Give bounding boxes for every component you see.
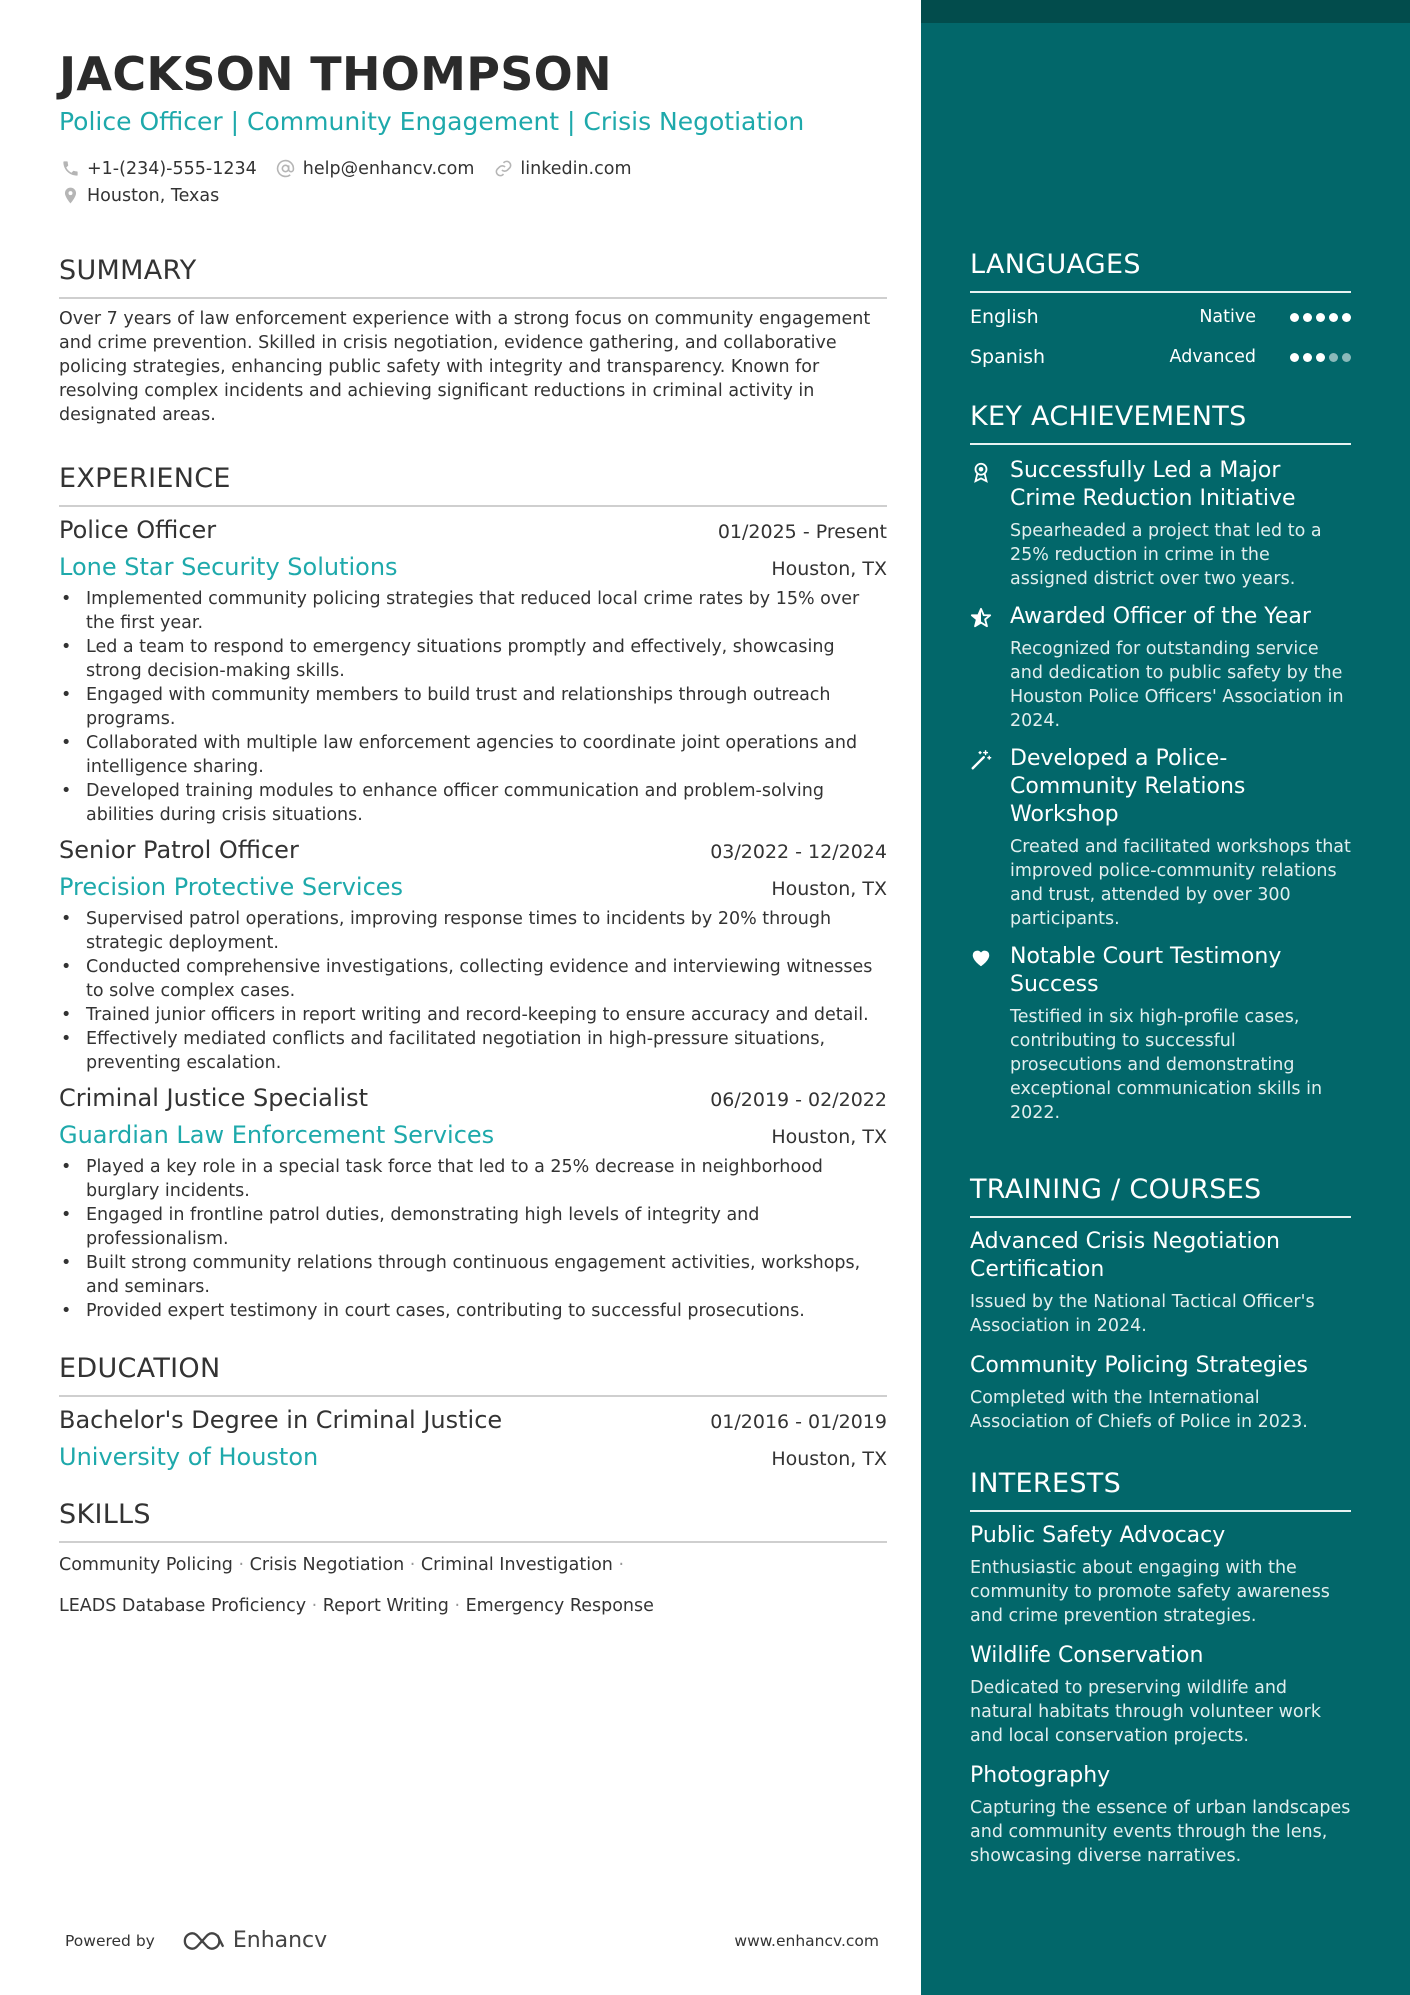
- rating-dot: [1290, 353, 1299, 362]
- rating-dot: [1329, 353, 1338, 362]
- job-dates: 03/2022 - 12/2024: [710, 841, 887, 863]
- location-pin-icon: [59, 185, 81, 207]
- location-text: Houston, Texas: [87, 185, 220, 206]
- proficiency-dots: [1290, 353, 1351, 362]
- section-title: EXPERIENCE: [59, 463, 231, 494]
- skills-line: Community Policing · Crisis Negotiation · Criminal Investigation ·: [59, 1555, 625, 1575]
- achievements-section: [970, 399, 1351, 1125]
- school-name: University of Houston: [59, 1443, 319, 1471]
- degree-title: Bachelor's Degree in Criminal Justice: [59, 1406, 503, 1434]
- achievement-title: Notable Court Testimony Success: [1010, 944, 1282, 997]
- bullet-item: • Implemented community policing strategies that reduced local crime rates by 15% over the first year.: [59, 587, 887, 635]
- enhancv-logo-icon: [181, 1929, 227, 1953]
- bullet-item: • Trained junior officers in report writing and record-keeping to ensure accuracy and detail.: [59, 1003, 887, 1027]
- linkedin-text: linkedin.com: [520, 158, 632, 179]
- job-title: Police Officer: [59, 516, 217, 544]
- section-title: KEY ACHIEVEMENTS: [970, 401, 1247, 432]
- achievement-title: Developed a Police-Community Relations Workshop: [1010, 746, 1246, 827]
- award-ribbon-icon: [970, 457, 994, 591]
- language-level: Advanced: [1169, 347, 1256, 367]
- phone-contact[interactable]: [59, 158, 257, 180]
- rating-dot: [1342, 313, 1351, 322]
- job-bullets: [59, 1155, 887, 1323]
- summary-section: [59, 253, 887, 427]
- heart-icon: [970, 943, 994, 1125]
- star-icon: [970, 603, 994, 733]
- job-location: Houston, TX: [771, 878, 887, 900]
- bullet-item: • Collaborated with multiple law enforcement agencies to coordinate joint operations and intelligence sharing.: [59, 731, 887, 779]
- location-contact: [59, 185, 219, 207]
- section-divider: [970, 1510, 1351, 1512]
- section-title: SKILLS: [59, 1499, 151, 1530]
- education-section: [59, 1351, 887, 1473]
- rating-dot: [1316, 313, 1325, 322]
- bullet-item: • Led a team to respond to emergency situations promptly and effectively, showcasing strong decision-making skills.: [59, 635, 887, 683]
- achievement-item: [970, 603, 1351, 733]
- bullet-item: • Provided expert testimony in court cases, contributing to successful prosecutions.: [59, 1299, 887, 1323]
- job-dates: 01/2025 - Present: [717, 521, 887, 543]
- section-title: TRAINING / COURSES: [970, 1174, 1262, 1205]
- course-description: Completed with the International Association of Chiefs of Police in 2023.: [970, 1388, 1308, 1432]
- section-divider: [59, 505, 887, 507]
- interest-title: Photography: [970, 1763, 1111, 1788]
- section-divider: [59, 1395, 887, 1397]
- bullet-item: • Engaged in frontline patrol duties, demonstrating high levels of integrity and professionalism.: [59, 1203, 887, 1251]
- summary-text: Over 7 years of law enforcement experience with a strong focus on community engagement and crime prevention. Skilled in crisis negotiation, evidence gathering, and collaborative policing strategies, enhancing public safety with integrity and transparency. Known for resolving complex incidents and achieving significant reductions in criminal activity in designated areas.: [59, 309, 871, 425]
- contact-info: [59, 155, 887, 209]
- rating-dot: [1342, 353, 1351, 362]
- experience-section: [59, 461, 887, 1323]
- job-entry: [59, 1081, 887, 1323]
- phone-text: +1-(234)-555-1234: [87, 158, 257, 179]
- achievement-description: Recognized for outstanding service and dedication to public safety by the Houston Police Officers' Association in 2024.: [1010, 639, 1344, 731]
- interests-section: [970, 1466, 1351, 1868]
- bullet-item: • Built strong community relations through continuous engagement activities, workshops, and seminars.: [59, 1251, 887, 1299]
- proficiency-dots: [1290, 313, 1351, 322]
- sidebar: [921, 0, 1410, 1995]
- skill-tag: Criminal Investigation: [420, 1555, 613, 1575]
- rating-dot: [1303, 353, 1312, 362]
- company-name: Lone Star Security Solutions: [59, 553, 398, 581]
- section-divider: [970, 291, 1351, 293]
- at-sign-icon: [275, 158, 297, 180]
- bullet-item: • Effectively mediated conflicts and facilitated negotiation in high-pressure situations, preventing escalation.: [59, 1027, 887, 1075]
- skill-tag: Emergency Response: [465, 1596, 654, 1616]
- bullet-item: • Developed training modules to enhance officer communication and problem-solving abilities during crisis situations.: [59, 779, 887, 827]
- skills-section: [59, 1497, 887, 1618]
- skill-tag: Crisis Negotiation: [249, 1555, 405, 1575]
- phone-icon: [59, 158, 81, 180]
- skill-tag: Community Policing: [59, 1555, 233, 1575]
- language-level: Native: [1199, 307, 1256, 327]
- email-contact[interactable]: [275, 158, 475, 180]
- company-name: Guardian Law Enforcement Services: [59, 1121, 495, 1149]
- interest-title: Public Safety Advocacy: [970, 1523, 1226, 1548]
- achievement-description: Created and facilitated workshops that improved police-community relations and trust, attended by over 300 participants.: [1010, 837, 1351, 929]
- achievement-item: [970, 457, 1351, 591]
- section-divider: [59, 1541, 887, 1543]
- footer: [65, 1928, 879, 1953]
- achievement-title: Awarded Officer of the Year: [1010, 604, 1311, 629]
- email-text: help@enhancv.com: [302, 158, 475, 179]
- linkedin-contact[interactable]: [492, 158, 631, 180]
- school-location: Houston, TX: [771, 1448, 887, 1470]
- language-item: [970, 297, 1351, 337]
- section-title: EDUCATION: [59, 1353, 221, 1384]
- rating-dot: [1290, 313, 1299, 322]
- skills-line: LEADS Database Proficiency · Report Writing · Emergency Response: [59, 1596, 654, 1616]
- sidebar-top-band: [921, 0, 1410, 23]
- section-title: SUMMARY: [59, 255, 197, 286]
- section-title: INTERESTS: [970, 1468, 1122, 1499]
- rating-dot: [1316, 353, 1325, 362]
- interest-title: Wildlife Conservation: [970, 1643, 1204, 1668]
- job-title: Senior Patrol Officer: [59, 836, 299, 864]
- link-icon: [492, 158, 514, 180]
- course-description: Issued by the National Tactical Officer's Association in 2024.: [970, 1292, 1315, 1336]
- powered-by: [65, 1928, 327, 1953]
- bullet-item: • Engaged with community members to build trust and relationships through outreach programs.: [59, 683, 887, 731]
- section-divider: [970, 1216, 1351, 1218]
- course-title: Community Policing Strategies: [970, 1353, 1308, 1378]
- achievement-item: [970, 943, 1351, 1125]
- job-bullets: [59, 907, 887, 1075]
- section-divider: [970, 443, 1351, 445]
- education-dates: 01/2016 - 01/2019: [710, 1411, 887, 1433]
- achievement-description: Spearheaded a project that led to a 25% reduction in crime in the assigned district over two years.: [1010, 521, 1322, 589]
- website-link[interactable]: www.enhancv.com: [734, 1931, 879, 1950]
- brand-logo[interactable]: [181, 1928, 327, 1953]
- magic-wand-icon: [970, 745, 994, 931]
- job-location: Houston, TX: [771, 1126, 887, 1148]
- skill-tag: Report Writing: [322, 1596, 449, 1616]
- brand-name: Enhancv: [232, 1928, 328, 1953]
- training-section: [970, 1172, 1351, 1434]
- rating-dot: [1303, 313, 1312, 322]
- section-title: LANGUAGES: [970, 249, 1141, 280]
- language-name: Spanish: [970, 346, 1046, 368]
- rating-dot: [1329, 313, 1338, 322]
- languages-section: [970, 247, 1351, 377]
- interest-description: Capturing the essence of urban landscapes and community events through the lens, showcasing diverse narratives.: [970, 1798, 1351, 1866]
- achievement-item: [970, 745, 1351, 931]
- job-location: Houston, TX: [771, 558, 887, 580]
- job-dates: 06/2019 - 02/2022: [710, 1089, 887, 1111]
- powered-by-label: Powered by: [65, 1931, 155, 1950]
- course-title: Advanced Crisis Negotiation Certification: [970, 1229, 1280, 1282]
- language-name: English: [970, 306, 1039, 328]
- job-entry: [59, 833, 887, 1075]
- section-divider: [59, 297, 887, 299]
- job-entry: [59, 513, 887, 827]
- education-entry: [59, 1403, 887, 1473]
- bullet-item: • Played a key role in a special task force that led to a 25% decrease in neighborhood burglary incidents.: [59, 1155, 887, 1203]
- language-item: [970, 337, 1351, 377]
- candidate-name: JACKSON THOMPSON: [59, 47, 612, 101]
- job-bullets: [59, 587, 887, 827]
- skill-tag: LEADS Database Proficiency: [59, 1596, 307, 1616]
- interest-description: Enthusiastic about engaging with the community to promote safety awareness and crime prevention strategies.: [970, 1558, 1330, 1626]
- bullet-item: • Supervised patrol operations, improving response times to incidents by 20% through strategic deployment.: [59, 907, 887, 955]
- interest-description: Dedicated to preserving wildlife and natural habitats through volunteer work and local conservation projects.: [970, 1678, 1321, 1746]
- bullet-item: • Conducted comprehensive investigations, collecting evidence and interviewing witnesses to solve complex cases.: [59, 955, 887, 1003]
- job-title: Criminal Justice Specialist: [59, 1084, 369, 1112]
- company-name: Precision Protective Services: [59, 873, 404, 901]
- achievement-description: Testified in six high-profile cases, contributing to successful prosecutions and demonstrating exceptional communication skills in 2022.: [1010, 1007, 1323, 1123]
- headline: Police Officer | Community Engagement | Crisis Negotiation: [59, 107, 805, 136]
- achievement-title: Successfully Led a Major Crime Reduction Initiative: [1010, 458, 1296, 511]
